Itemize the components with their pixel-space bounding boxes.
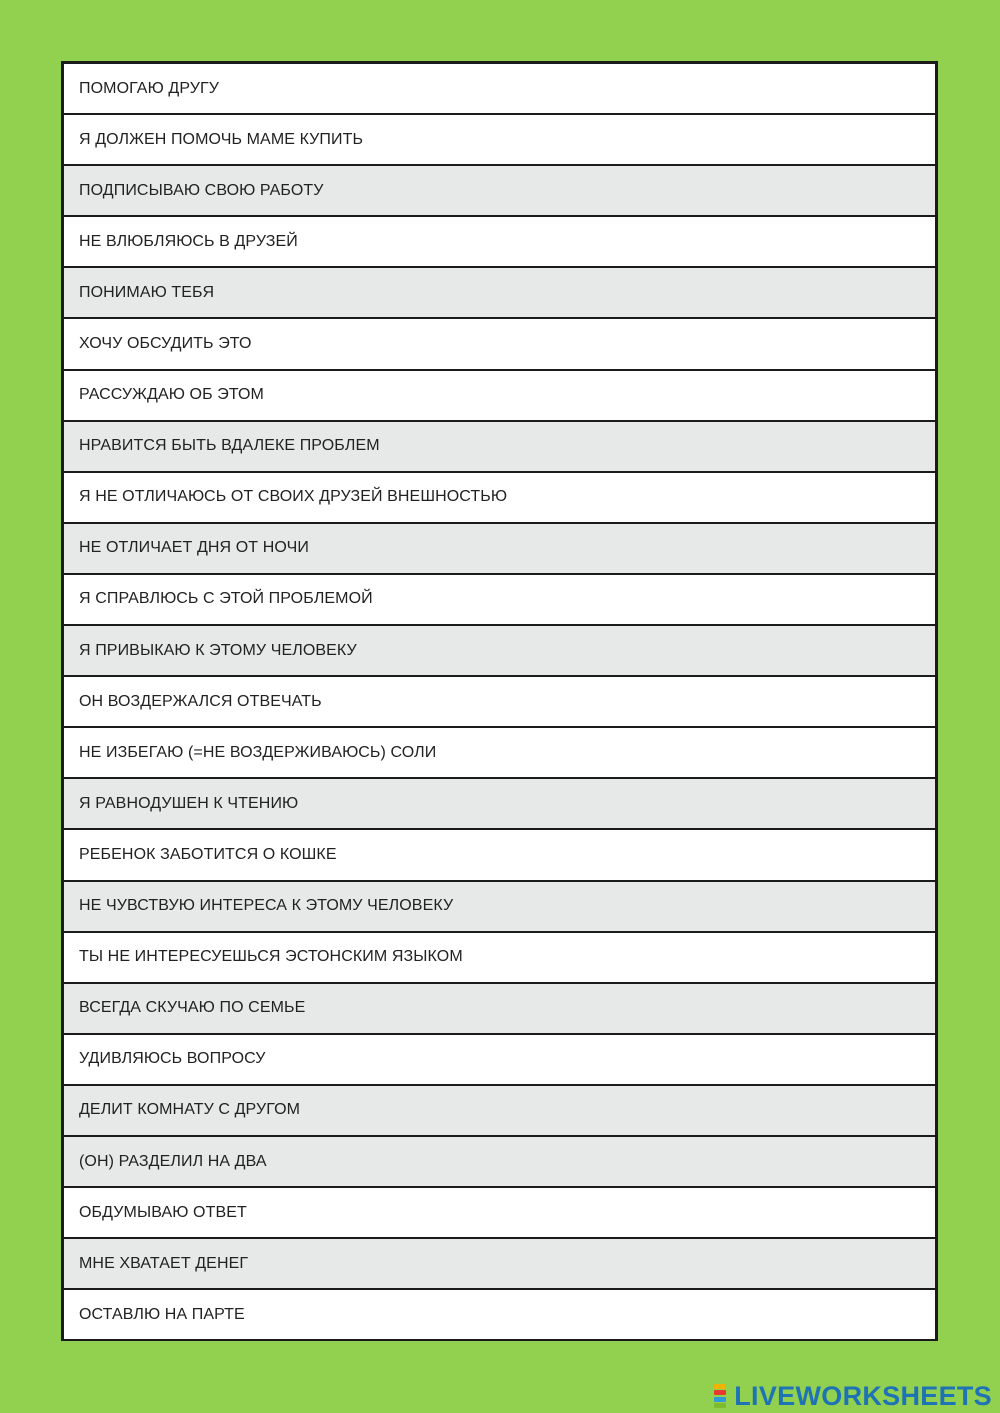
table-row (64, 933, 935, 984)
row-label: НЕ ВЛЮБЛЯЮСЬ В ДРУЗЕЙ (79, 232, 298, 250)
table-row (64, 422, 935, 473)
table-row (64, 1239, 935, 1290)
table-row (64, 473, 935, 524)
row-label: Я НЕ ОТЛИЧАЮСЬ ОТ СВОИХ ДРУЗЕЙ ВНЕШНОСТЬЮ (79, 488, 508, 506)
row-label: НЕ ОТЛИЧАЕТ ДНЯ ОТ НОЧИ (79, 539, 309, 557)
table-row (64, 1137, 935, 1188)
table-row (64, 882, 935, 933)
row-label: ТЫ НЕ ИНТЕРЕСУЕШЬСЯ ЭСТОНСКИМ ЯЗЫКОМ (79, 948, 463, 966)
row-label: ОСТАВЛЮ НА ПАРТЕ (79, 1305, 245, 1323)
row-label: ПОМОГАЮ ДРУГУ (79, 79, 220, 97)
row-label: Я ПРИВЫКАЮ К ЭТОМУ ЧЕЛОВЕКУ (79, 641, 357, 659)
table-row (64, 268, 935, 319)
table-row (64, 115, 935, 166)
row-label: ПОДПИСЫВАЮ СВОЮ РАБОТУ (79, 181, 324, 199)
row-label: (ОН) РАЗДЕЛИЛ НА ДВА (79, 1152, 267, 1170)
table-row (64, 371, 935, 422)
row-label: ХОЧУ ОБСУДИТЬ ЭТО (79, 335, 252, 353)
table-row (64, 217, 935, 268)
logo-mark-stripe (714, 1397, 726, 1402)
row-label: РЕБЕНОК ЗАБОТИТСЯ О КОШКЕ (79, 845, 337, 863)
row-label: НЕ ИЗБЕГАЮ (=НЕ ВОЗДЕРЖИВАЮСЬ) СОЛИ (79, 743, 437, 761)
table-row (64, 626, 935, 677)
table-row (64, 166, 935, 217)
row-label: ОБДУМЫВАЮ ОТВЕТ (79, 1203, 247, 1221)
row-label: ПОНИМАЮ ТЕБЯ (79, 283, 215, 301)
row-label: МНЕ ХВАТАЕТ ДЕНЕГ (79, 1254, 249, 1272)
logo-mark-stripe (714, 1384, 726, 1389)
table-row (64, 984, 935, 1035)
row-label: НРАВИТСЯ БЫТЬ ВДАЛЕКЕ ПРОБЛЕМ (79, 437, 380, 455)
table-row (64, 64, 935, 115)
logo-text: LIVEWORKSHEETS (734, 1380, 992, 1411)
row-label: Я ДОЛЖЕН ПОМОЧЬ МАМЕ КУПИТЬ (79, 130, 364, 148)
liveworksheets-logo (710, 1381, 992, 1411)
table-row (64, 677, 935, 728)
row-label: ВСЕГДА СКУЧАЮ ПО СЕМЬЕ (79, 999, 306, 1017)
table-row (64, 1290, 935, 1341)
row-label: Я РАВНОДУШЕН К ЧТЕНИЮ (79, 794, 299, 812)
table-row (64, 1086, 935, 1137)
table-row (64, 319, 935, 370)
table-row (64, 1035, 935, 1086)
logo-mark-stripe (714, 1390, 726, 1395)
table-row (64, 524, 935, 575)
table-row (64, 830, 935, 881)
phrase-table (61, 61, 938, 1341)
row-label: УДИВЛЯЮСЬ ВОПРОСУ (79, 1050, 266, 1068)
row-label: НЕ ЧУВСТВУЮ ИНТЕРЕСА К ЭТОМУ ЧЕЛОВЕКУ (79, 897, 454, 915)
row-label: ДЕЛИТ КОМНАТУ С ДРУГОМ (79, 1101, 301, 1119)
table-row (64, 728, 935, 779)
table-row (64, 1188, 935, 1239)
row-label: Я СПРАВЛЮСЬ С ЭТОЙ ПРОБЛЕМОЙ (79, 590, 373, 608)
row-label: РАССУЖДАЮ ОБ ЭТОМ (79, 386, 264, 404)
logo-mark-stripe (714, 1403, 726, 1408)
liveworksheets-logo-icon (710, 1384, 730, 1408)
table-row (64, 779, 935, 830)
row-label: ОН ВОЗДЕРЖАЛСЯ ОТВЕЧАТЬ (79, 692, 322, 710)
table-row (64, 575, 935, 626)
